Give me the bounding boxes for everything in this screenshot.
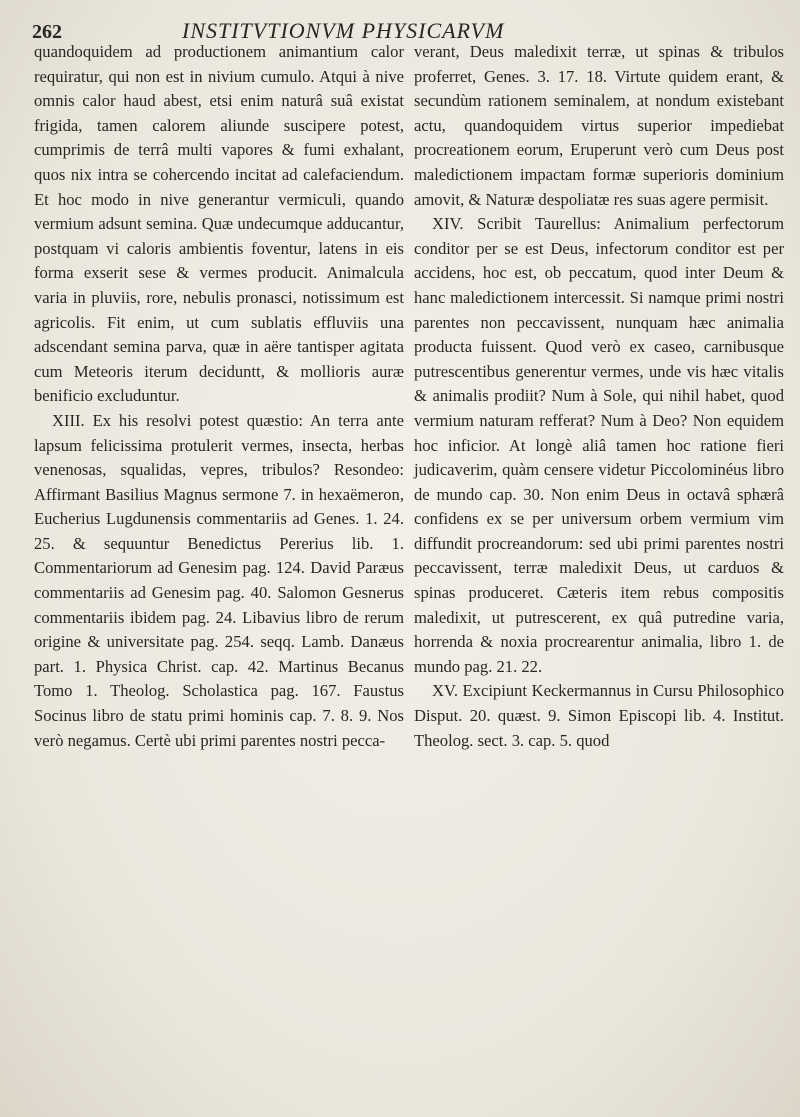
left-paragraph-1: quandoquidem ad productionem animantium calor requiratur, qui non est in nivium cumulo. Atqui à nive omnis calor haud abest, etsi enim naturâ suâ existat frigida, tamen calorem aliunde suscipere potest, cumprimis de terrâ multi vapores & fumi exhalant, quos nix intra se cohercendo incitat ad calefaciendum. Et hoc modo in nive generantur vermiculi, quando vermium adsunt semina. Quæ undecumque adducantur, postquam vi caloris ambientis foventur, latens in eis forma exserit sese & vermes producit. Animalcula varia in pluviis, rore, nebulis pronasci, notissimum est agricolis. Fit enim, ut cum sublatis effluviis una adscendant semina parva, quæ in aëre tantisper agitata cum Meteoris iterum deciduntt, & mollioris auræ benificio excluduntur.: [34, 42, 404, 406]
left-column: [34, 40, 404, 1067]
left-paragraph-2: XIII. Ex his resolvi potest quæstio: An terra ante lapsum felicissima protulerit vermes, insecta, herbas venenosas, squalidas, vepres, tribulos? Resondeo: Affirmant Basilius Magnus sermone 7. in hexaëmeron, Eucherius Lugdunensis commentariis ad Genes. 1. 24. 25. & sequuntur Benedictus Pererius lib. 1. Commentariorum ad Genesim pag. 124. David Paræus commentariis ad Genesim pag. 40. Salomon Gesnerus commentariis ibidem pag. 24. Libavius libro de rerum origine & universitate pag. 254. seqq. Lamb. Danæus part. 1. Physica Christ. cap. 42. Martinus Becanus Tomo 1. Theolog. Scholastica pag. 167. Faustus Socinus libro de statu primi hominis cap. 7. 8. 9. Nos verò negamus. Certè ubi primi parentes nostri pecca-: [34, 410, 404, 750]
page-number: 262: [32, 21, 62, 43]
text-columns: [34, 40, 784, 1067]
right-column: [414, 40, 784, 1067]
running-title: INSTITVTIONVM PHYSICARVM: [182, 18, 505, 43]
right-paragraph-1: verant, Deus maledixit terræ, ut spinas & tribulos proferret, Genes. 3. 17. 18. Virtute quidem erant, & secundùm rationem seminalem, at nondum existebant actu, quandoquidem virtus superior impediebat procreationem eorum, Eruperunt verò cum Deus post maledictionem impactam formæ superioris dominium amovit, & Naturæ despoliatæ res suas agere permisit.: [414, 42, 784, 209]
right-paragraph-2: XIV. Scribit Taurellus: Animalium perfectorum conditor per se est Deus, infectorum conditor est per accidens, hoc est, ob peccatum, quod inter Deum & hanc maledictionem intercessit. Si namque primi nostri parentes non peccavissent, nunquam hæc animalia producta fuissent. Quod verò ex caseo, carnibusque putrescentibus generentur vermes, unde vis hæc vitalis & animalis prodiit? Num à Sole, qui nihil habet, quod vermium naturam refferat? Num à Deo? Non equidem hoc inficior. At longè aliâ tamen hoc ratione fieri judicaverim, quàm censere videtur Piccolominéus libro de mundo cap. 30. Non enim Deus in octavâ sphærâ confidens ex se per universum orbem vermium vim diffundit procreandorum: sed ubi primi parentes nostri peccavissent, terræ maledixit Deus, ut carduos & spinas produceret. Cæteris item rebus compositis maledixit, ut putrescerent, ex quâ putredine varia, horrenda & noxia procrearentur animalia, libro 1. de mundo pag. 21. 22.: [414, 214, 784, 676]
right-paragraph-3: XV. Excipiunt Keckermannus in Cursu Philosophico Disput. 20. quæst. 9. Simon Episcopi lib. 4. Institut. Theolog. sect. 3. cap. 5. quod: [414, 681, 784, 750]
